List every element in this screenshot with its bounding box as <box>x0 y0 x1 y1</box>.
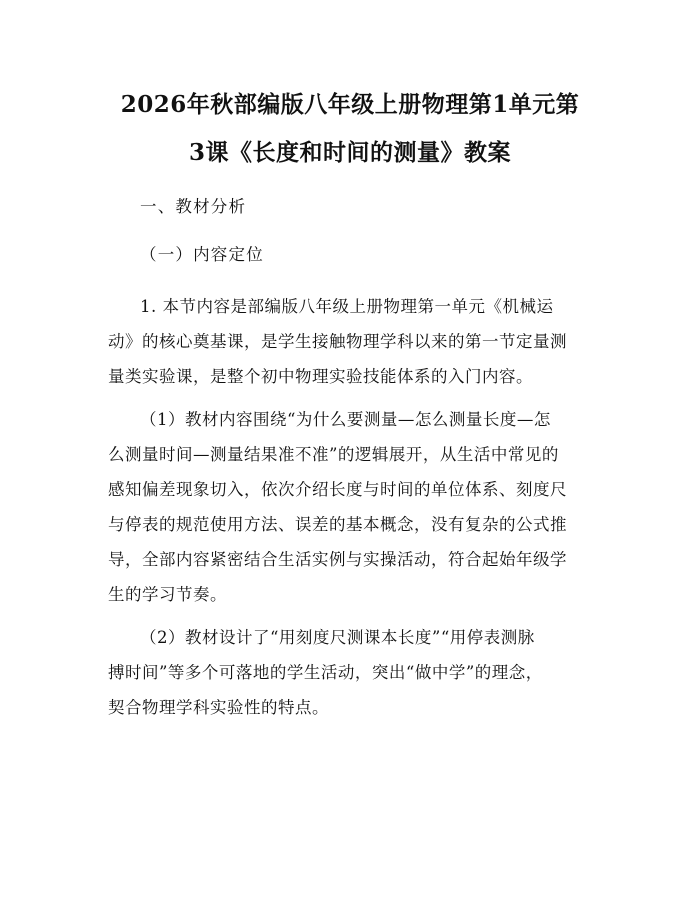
paragraph-line: 导，全部内容紧密结合生活实例与实操活动，符合起始年级学 <box>108 550 567 569</box>
document-title-line-1: 2026年秋部编版八年级上册物理第1单元第 <box>120 91 580 118</box>
paragraph-line: 动》的核心奠基课，是学生接触物理学科以来的第一节定量测 <box>108 332 567 351</box>
paragraph-2 <box>108 402 600 612</box>
paragraph-line: 搏时间”等多个可落地的学生活动，突出“做中学”的理念， <box>108 663 543 682</box>
paragraph-line: 感知偏差现象切入，依次介绍长度与时间的单位体系、刻度尺 <box>108 480 567 499</box>
paragraph-line: 1. 本节内容是部编版八年级上册物理第一单元《机械运 <box>140 297 554 316</box>
paragraph-3 <box>108 620 600 725</box>
section-heading: 一、教材分析 <box>140 197 247 216</box>
paragraph-1 <box>108 289 600 394</box>
paragraph-line: 量类实验课，是整个初中物理实验技能体系的入门内容。 <box>108 367 533 386</box>
paragraph-line: 生的学习节奏。 <box>108 585 227 604</box>
paragraph-line: （1）教材内容围绕“为什么要测量—怎么测量长度—怎 <box>140 410 551 429</box>
paragraph-line: 么测量时间—测量结果准不准”的逻辑展开，从生活中常见的 <box>108 445 559 464</box>
paragraph-line: 与停表的规范使用方法、误差的基本概念，没有复杂的公式推 <box>108 515 567 534</box>
paragraph-line: 契合物理学科实验性的特点。 <box>108 698 329 717</box>
subsection-heading: （一）内容定位 <box>140 245 264 264</box>
document-title-line-2: 3课《长度和时间的测量》教案 <box>188 139 511 166</box>
paragraph-line: （2）教材设计了“用刻度尺测课本长度”“用停表测脉 <box>140 628 535 647</box>
